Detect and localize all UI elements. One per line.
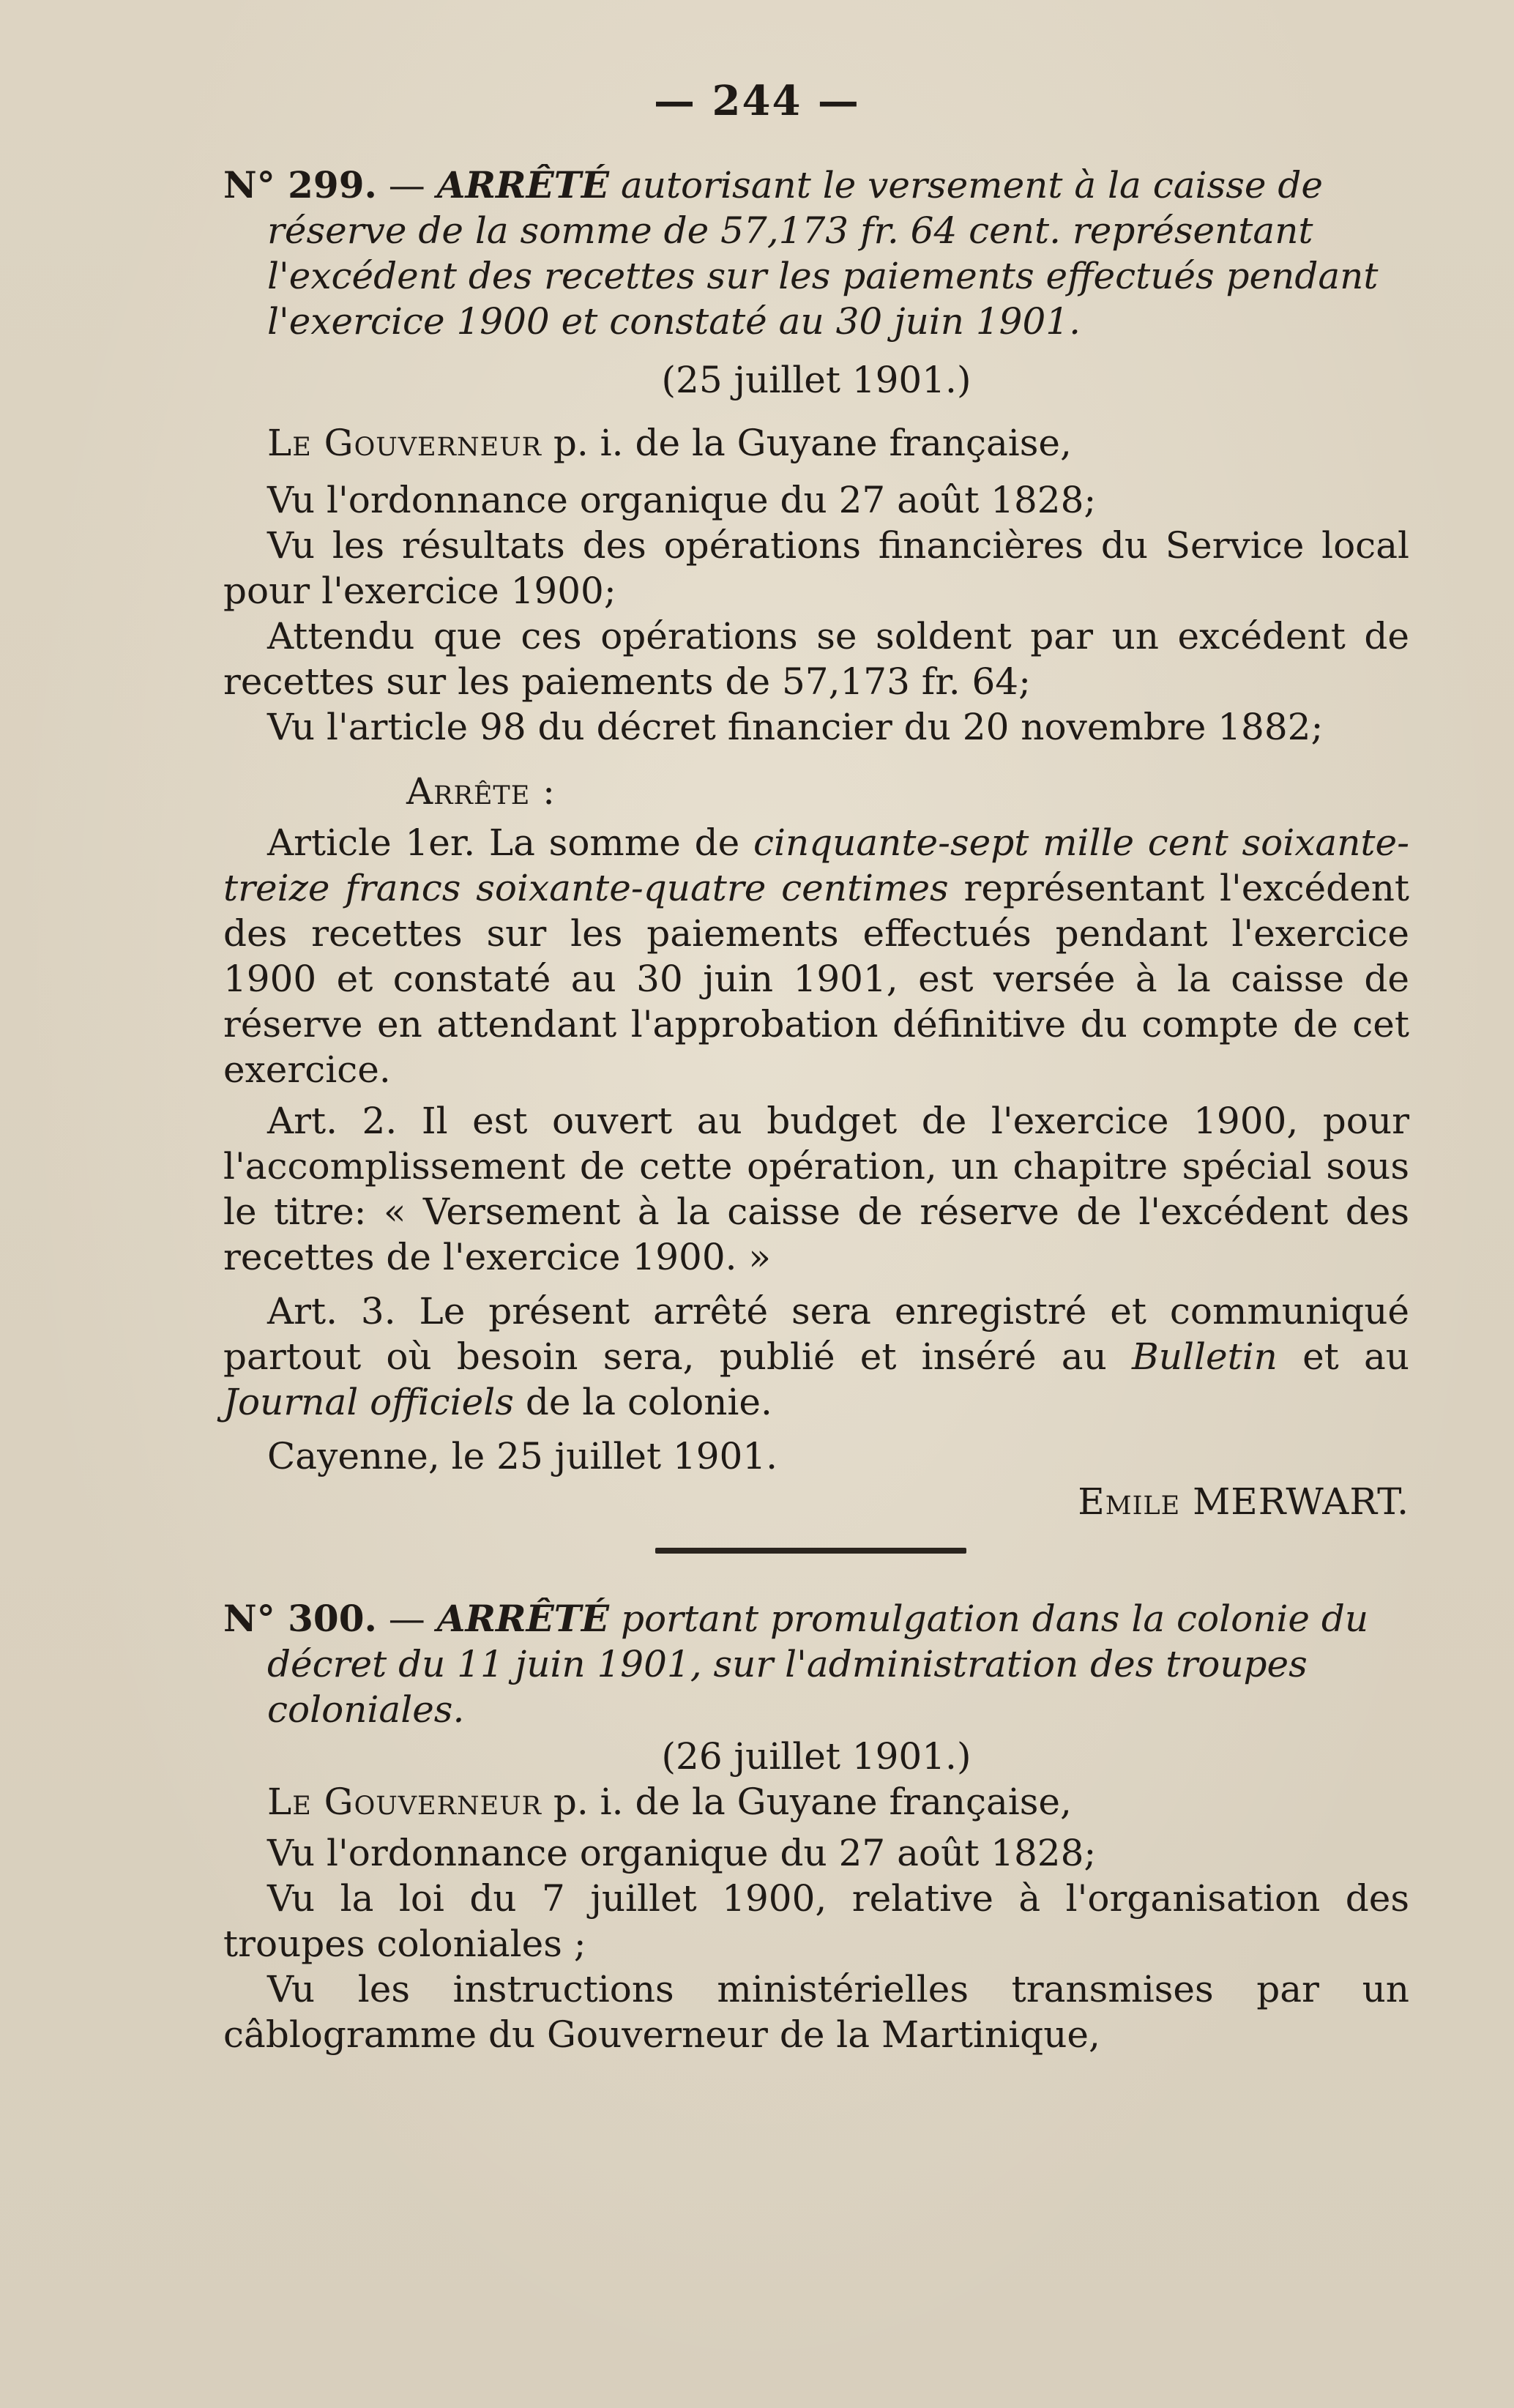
- entry-299-date: (25 juillet 1901.): [661, 359, 972, 401]
- entry-299-kind: ARRÊTÉ: [436, 163, 610, 206]
- entry-299-article-1: Article 1er. La somme de cinquante-sept mille cent soixante-treize francs soixante-quatre centimes représentant l'excédent des recettes sur les paiements effectués pendant l'exercice 1900 et constaté au 30 juin 1901, est versée à la caisse de réserve en attendant l'approbation définitive du compte de cet exercice.: [223, 821, 1409, 1091]
- entry-299-number: N° 299.: [223, 163, 377, 206]
- entry-299-article-2: Art. 2. Il est ouvert au budget de l'exercice 1900, pour l'accomplissement de cette opération, un chapitre spécial sous le titre: « Versement à la caisse de réserve de l'excédent des recettes de l'exercice 1900. »: [223, 1100, 1409, 1278]
- entry-299-signature: Emile MERWART.: [1078, 1480, 1409, 1523]
- separator-rule: [655, 1548, 966, 1554]
- entry-299-governor: [223, 420, 1409, 466]
- entry-299-consideration: Vu l'article 98 du décret financier du 20 novembre 1882;: [267, 706, 1324, 748]
- entry-300-number: N° 300.: [223, 1597, 377, 1640]
- entry-299-governor-rest: p. i. de la Guyane française,: [553, 422, 1072, 464]
- entry-300-kind: ARRÊTÉ: [436, 1597, 610, 1640]
- entry-299-dash: —: [388, 164, 425, 206]
- article-1-amount: cinquante-sept mille cent soixante-treize francs soixante-quatre centimes: [223, 821, 1409, 909]
- entry-299-consideration: Vu les résultats des opérations financières du Service local pour l'exercice 1900;: [223, 524, 1409, 612]
- entry-299-consideration: Attendu que ces opérations se soldent par un excédent de recettes sur les paiements de 57,173 fr. 64;: [223, 615, 1409, 703]
- entry-300-governor-prefix: Le Gouverneur: [267, 1781, 542, 1823]
- entry-299-heading: [223, 163, 1453, 344]
- entry-299-consideration: Vu l'ordonnance organique du 27 août 1828;: [267, 479, 1097, 521]
- entry-300-dash: —: [388, 1598, 425, 1640]
- entry-300-title: portant promulgation dans la colonie du décret du 11 juin 1901, sur l'administration des troupes coloniales.: [267, 1598, 1369, 1731]
- entry-300-consideration: Vu les instructions ministérielles transmises par un câblogramme du Gouverneur de la Martinique,: [223, 1968, 1409, 2056]
- entry-300-governor-rest: p. i. de la Guyane française,: [553, 1781, 1072, 1823]
- entry-300-heading: [223, 1596, 1453, 1732]
- article-1-label: Article 1er.: [267, 821, 476, 864]
- page-number: — 244 —: [654, 77, 860, 125]
- entry-300-date: (26 juillet 1901.): [661, 1735, 972, 1778]
- entry-300-consideration: Vu la loi du 7 juillet 1900, relative à l'organisation des troupes coloniales ;: [223, 1877, 1409, 1965]
- entry-299-article-3: Art. 3. Le présent arrêté sera enregistré et communiqué partout où besoin sera, publié et inséré au Bulletin et au Journal officiels de la colonie.: [223, 1290, 1409, 1423]
- entry-299-governor-prefix: Le Gouverneur: [267, 422, 542, 464]
- entry-300-consideration: Vu l'ordonnance organique du 27 août 1828;: [267, 1832, 1097, 1874]
- entry-299-arrete-heading: Arrête :: [406, 770, 556, 813]
- entry-299-title: autorisant le versement à la caisse de réserve de la somme de 57,173 fr. 64 cent. représentant l'excédent des recettes sur les paiements effectués pendant l'exercice 1900 et constaté au 30 juin 1901.: [267, 164, 1379, 343]
- entry-299-place-date: Cayenne, le 25 juillet 1901.: [267, 1435, 778, 1477]
- entry-300-governor: [223, 1779, 1409, 1824]
